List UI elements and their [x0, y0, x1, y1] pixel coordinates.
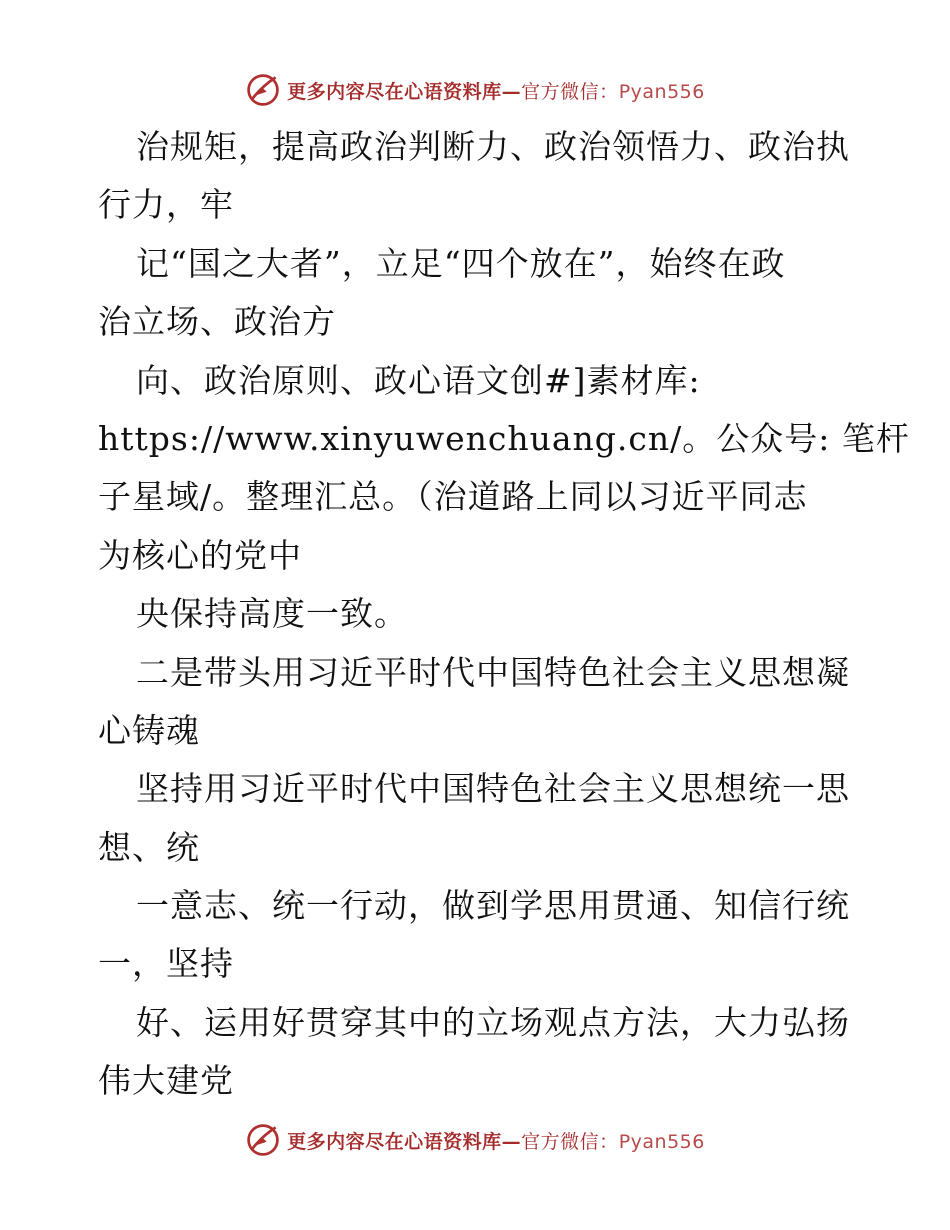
footer-watermark: [0, 1120, 950, 1160]
watermark-wechat-label: 官方微信：: [521, 80, 619, 103]
text-line: 伟大建党: [98, 1061, 234, 1101]
text-line: 央保持高度一致。: [136, 594, 408, 634]
text-line: 记“国之大者”，立足“四个放在”，始终在政: [136, 243, 786, 283]
text-line: 坚持用习近平时代中国特色社会主义思想统一思: [136, 769, 850, 809]
text-line: 好、运用好贯穿其中的立场观点方法，大力弘扬: [136, 1002, 850, 1042]
watermark-text: [287, 77, 705, 104]
watermark-dash: —: [501, 1130, 522, 1153]
pen-logo-icon: [245, 72, 281, 108]
watermark-wechat-id: Pyan556: [618, 1130, 705, 1153]
text-line: 子星域/。整理汇总。（治道路上同以习近平同志: [98, 477, 808, 517]
watermark-wechat-label: 官方微信：: [521, 1130, 619, 1153]
watermark-dash: —: [501, 80, 522, 103]
text-line: 心铸魂: [98, 710, 200, 750]
text-line: 二是带头用习近平时代中国特色社会主义思想凝: [136, 652, 850, 692]
watermark-main: 更多内容尽在心语资料库: [287, 80, 502, 103]
text-line: 行力，牢: [98, 185, 234, 225]
text-line: 为核心的党中: [98, 535, 302, 575]
watermark-text: [287, 1127, 705, 1154]
text-line: 一，坚持: [98, 944, 234, 984]
watermark-wechat-id: Pyan556: [618, 80, 705, 103]
document-body: [98, 118, 910, 1111]
text-line: 一意志、统一行动，做到学思用贯通、知信行统: [136, 886, 850, 926]
watermark-main: 更多内容尽在心语资料库: [287, 1130, 502, 1153]
text-line: 向、政治原则、政心语文创#]素材库:: [136, 360, 701, 400]
text-line: 治立场、政治方: [98, 302, 336, 342]
header-watermark: [0, 70, 950, 110]
text-line: 治规矩，提高政治判断力、政治领悟力、政治执: [136, 127, 850, 166]
text-line: https://www.xinyuwenchuang.cn/。公众号: 笔杆: [98, 418, 910, 458]
text-line: 想、统: [98, 827, 200, 867]
pen-logo-icon: [245, 1122, 281, 1158]
